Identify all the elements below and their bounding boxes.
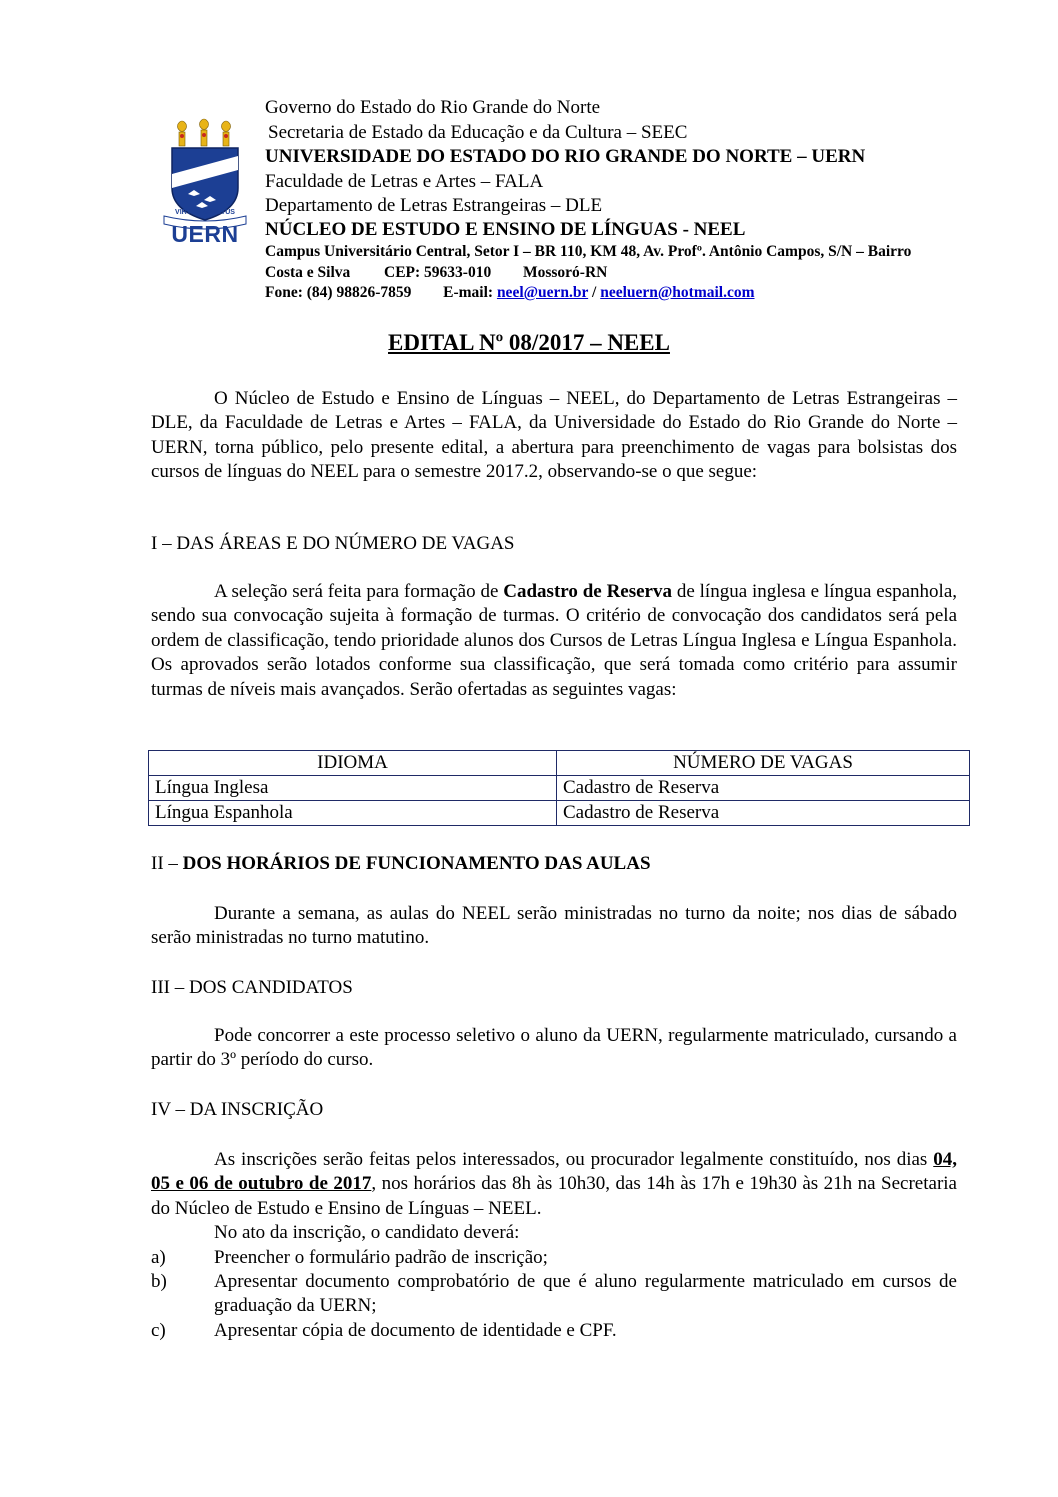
- section-4-paragraph: [151, 1148, 957, 1221]
- header-nucleus: NÚCLEO DE ESTUDO E ENSINO DE LÍNGUAS - NEEL: [265, 219, 746, 240]
- table-row: [149, 776, 970, 801]
- table-header-vacancies: NÚMERO DE VAGAS: [557, 751, 970, 776]
- section-3-heading: III – DOS CANDIDATOS: [151, 977, 353, 998]
- logo-text: UERN: [171, 221, 239, 247]
- header-phone: Fone: (84) 98826-7859: [265, 284, 412, 301]
- section-2-title: DOS HORÁRIOS DE FUNCIONAMENTO DAS AULAS: [182, 853, 651, 874]
- list-item-text: Apresentar documento comprobatório de que é aluno regularmente matriculado em cursos de graduação da UERN;: [214, 1271, 957, 1317]
- section-4-dates: 04, 05 e 06 de outubro de 2017: [151, 1149, 957, 1195]
- section-4-paragraph-2: No ato da inscrição, o candidato deverá:: [214, 1222, 520, 1243]
- header-district: Costa e Silva: [265, 264, 351, 281]
- header-department: Departamento de Letras Estrangeiras – DLE: [265, 195, 603, 216]
- list-item-text: Apresentar cópia de documento de identidade e CPF.: [214, 1320, 617, 1341]
- header-address: Campus Universitário Central, Setor I – BR 110, KM 48, Av. Profº. Antônio Campos, S/N – Bairro: [265, 243, 912, 260]
- list-item-label: a): [151, 1247, 166, 1268]
- section-2-prefix: II –: [151, 853, 183, 874]
- list-item: [151, 1319, 957, 1343]
- header-government: Governo do Estado do Rio Grande do Norte: [265, 97, 601, 118]
- header-contacts: [265, 284, 755, 302]
- section-2-paragraph: Durante a semana, as aulas do NEEL serão ministradas no turno da noite; nos dias de sábado serão ministradas no turno matutino.: [151, 903, 957, 949]
- list-item: [151, 1246, 957, 1270]
- intro-paragraph: O Núcleo de Estudo e Ensino de Línguas – NEEL, do Departamento de Letras Estrangeiras – DLE, da Faculdade de Letras e Artes – FALA, da Universidade do Estado do Rio Grande do Norte – UERN, torna público, pelo presente edital, a abertura para preenchimento de vagas para bolsistas dos cursos de línguas do NEEL para o semestre 2017.2, observando-se o que segue:: [151, 388, 957, 483]
- table-cell: Cadastro de Reserva: [557, 776, 970, 801]
- section-1-heading: I – DAS ÁREAS E DO NÚMERO DE VAGAS: [151, 533, 515, 554]
- list-item-label: b): [151, 1271, 167, 1292]
- section-3-paragraph: Pode concorrer a este processo seletivo o aluno da UERN, regularmente matriculado, cursando a partir do 3º período do curso.: [151, 1025, 957, 1071]
- table-header-row: [149, 751, 970, 776]
- list-item-label: c): [151, 1320, 166, 1341]
- section-1-bold: Cadastro de Reserva: [503, 581, 672, 602]
- header-faculty: Faculdade de Letras e Artes – FALA: [265, 171, 544, 192]
- table-row: [149, 801, 970, 826]
- table-cell: Língua Inglesa: [149, 776, 557, 801]
- section-1-text-b: de língua inglesa e língua espanhola, sendo sua convocação sujeita à formação de turmas. O critério de convocação dos candidatos será pela ordem de classificação, tendo prioridade alunos dos Cursos de Letras Língua Inglesa e Língua Espanhola. Os aprovados serão lotados conforme sua classificação, que será tomada como critério para assumir turmas de níveis mais avançados. Serão ofertadas as seguintes vagas:: [151, 581, 958, 700]
- header-email-label: E-mail:: [443, 284, 494, 301]
- section-4-heading: IV – DA INSCRIÇÃO: [151, 1099, 324, 1120]
- list-item: [151, 1270, 957, 1319]
- section-1-text-a: A seleção será feita para formação de: [214, 581, 504, 602]
- vacancies-table: [148, 750, 970, 826]
- table-header-language: IDIOMA: [149, 751, 557, 776]
- logo-motto: VIRTUS SPIRITUS: [175, 209, 235, 216]
- email-link-hotmail[interactable]: neeluern@hotmail.com: [600, 284, 755, 301]
- email-link-neel[interactable]: neel@uern.br: [496, 284, 589, 301]
- section-4-text-b: , nos horários das 8h às 10h30, das 14h às 17h e 19h30 às 21h na Secretaria do Núcleo de Estudo e Ensino de Línguas – NEEL.: [151, 1173, 957, 1219]
- table-cell: Língua Espanhola: [149, 801, 557, 826]
- header-cep: CEP: 59633-010: [384, 264, 492, 281]
- table-cell: Cadastro de Reserva: [557, 801, 970, 826]
- section-4-text-a: As inscrições serão feitas pelos interessados, ou procurador legalmente constituído, nos dias: [214, 1149, 934, 1170]
- header-university: UNIVERSIDADE DO ESTADO DO RIO GRANDE DO NORTE – UERN: [265, 146, 866, 167]
- header-address-line2: [265, 264, 607, 282]
- document-title: EDITAL Nº 08/2017 – NEEL: [388, 330, 670, 355]
- header-secretariat: Secretaria de Estado da Educação e da Cultura – SEEC: [268, 122, 688, 143]
- section-1-paragraph: [151, 580, 957, 702]
- section-2-heading: [151, 853, 651, 875]
- header-city: Mossoró-RN: [522, 264, 608, 281]
- list-item-text: Preencher o formulário padrão de inscrição;: [214, 1247, 548, 1268]
- email-separator: /: [592, 284, 597, 301]
